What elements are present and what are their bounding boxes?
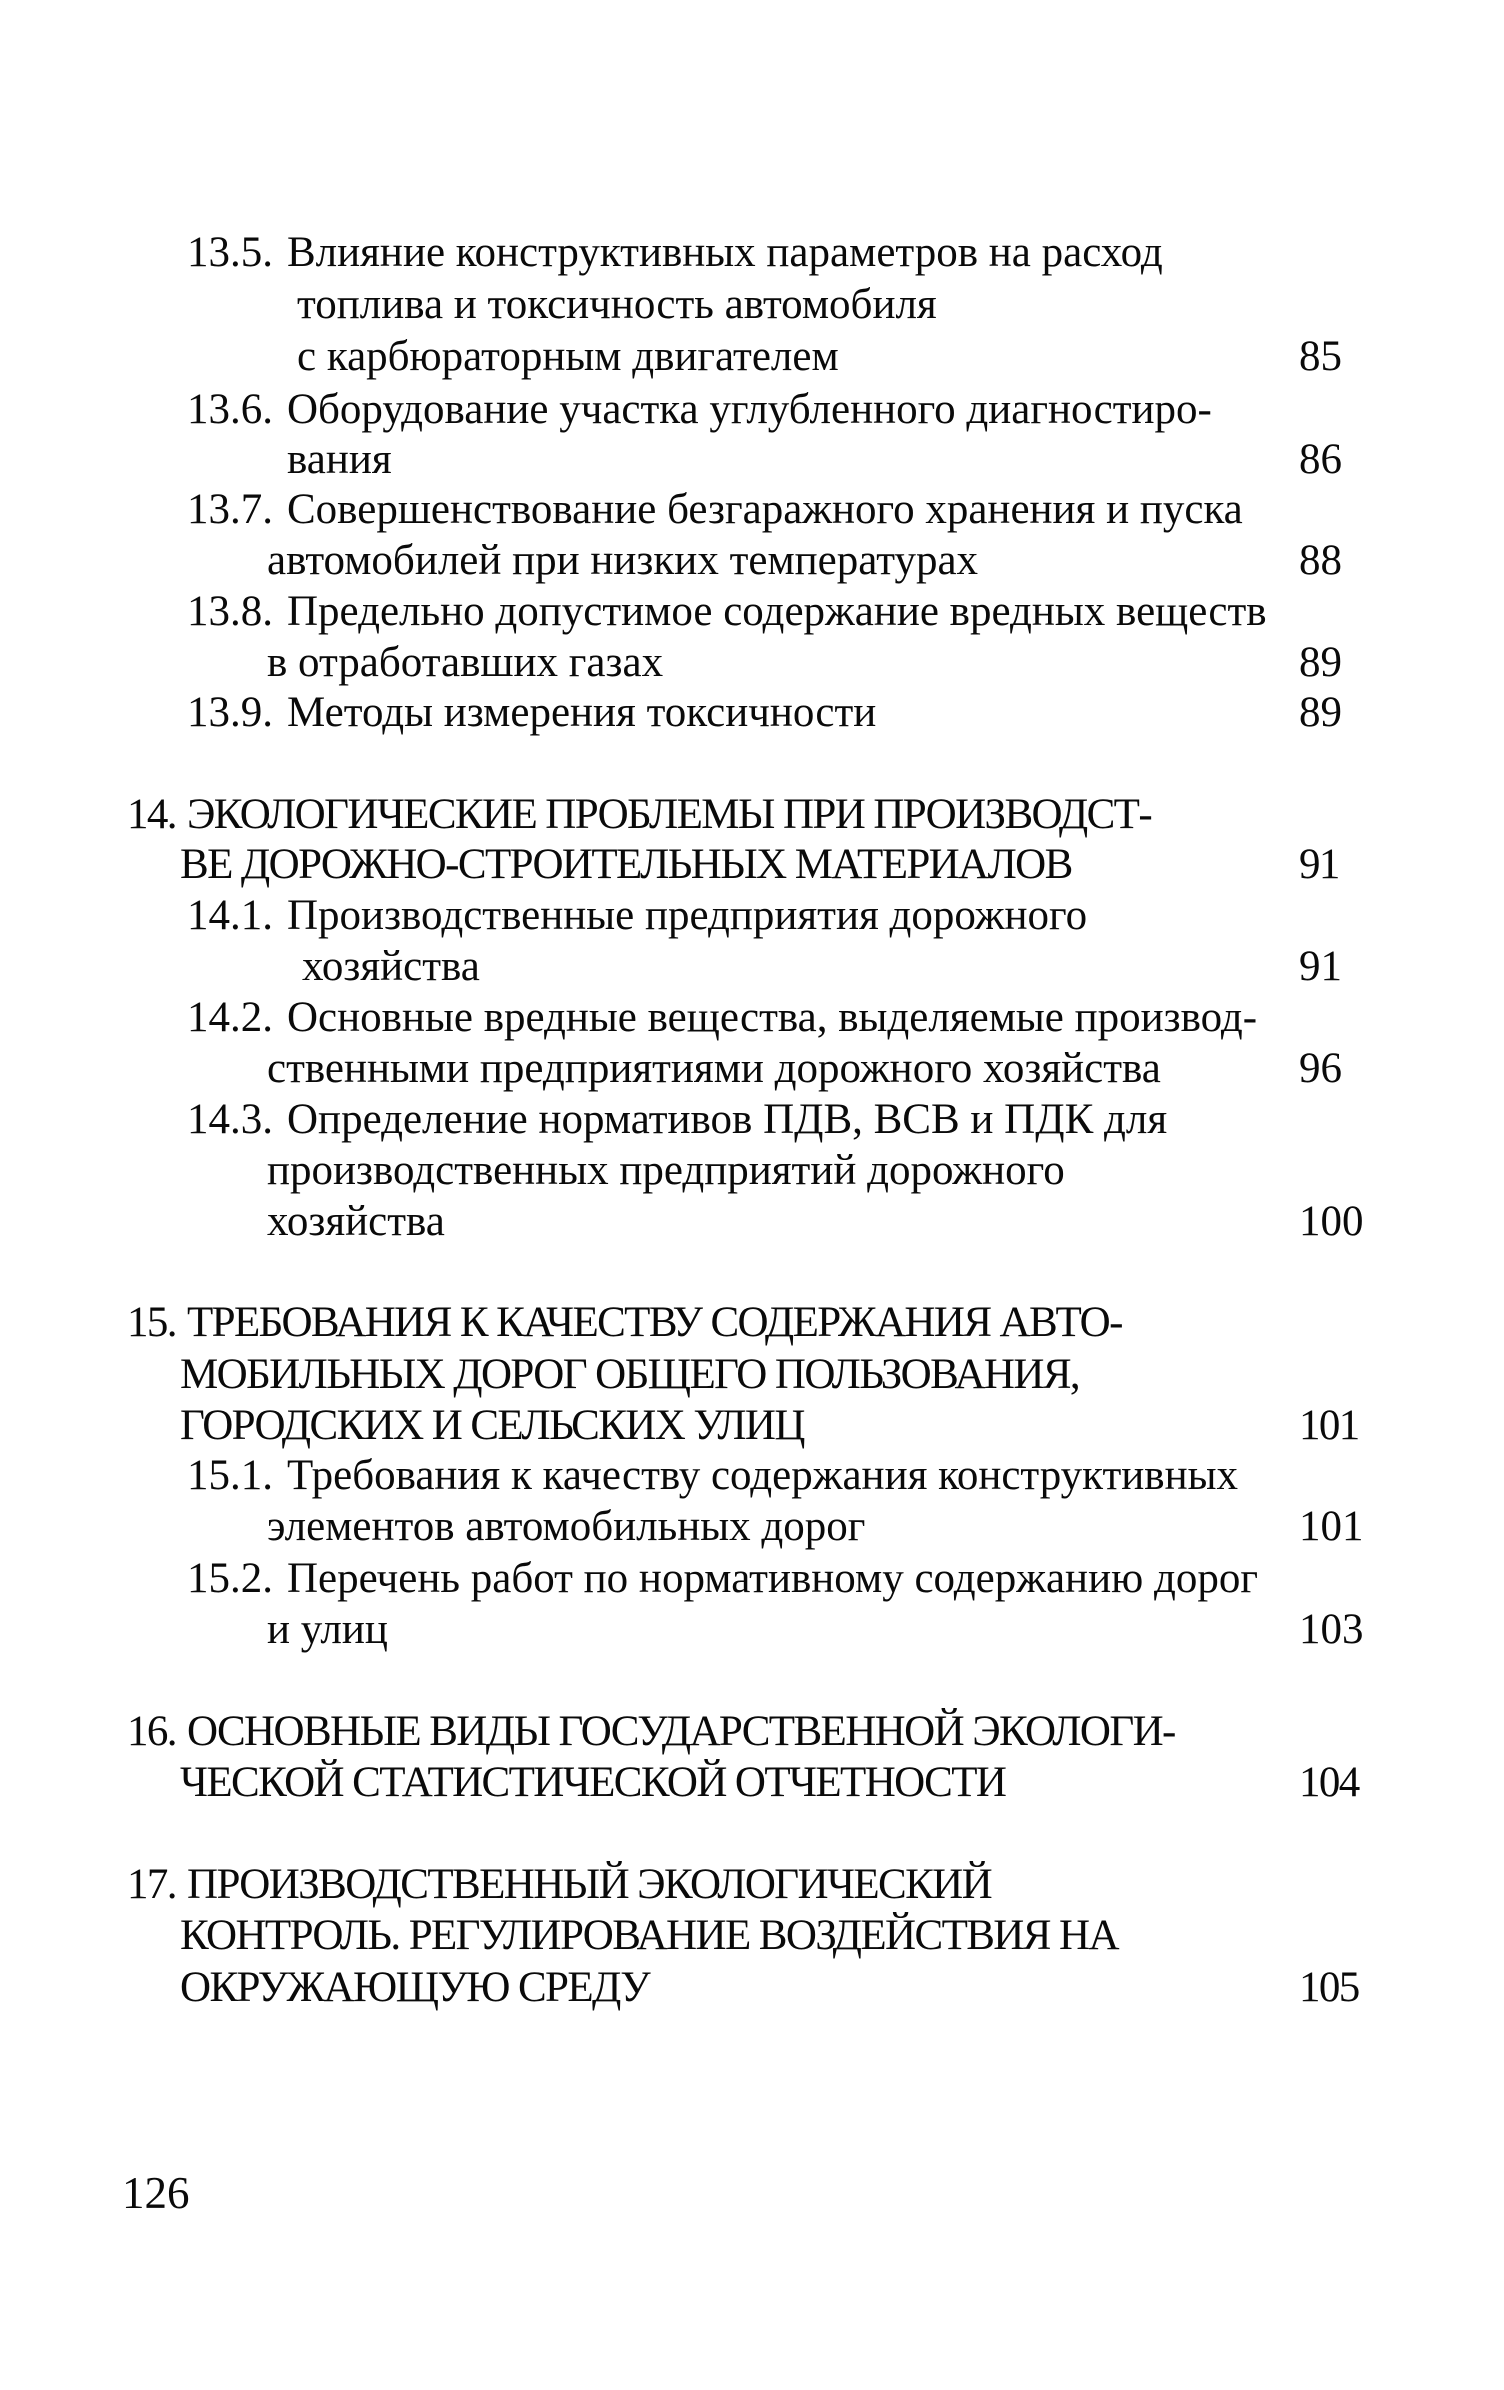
toc-entry-15-2-line2[interactable] [0, 1603, 1504, 1657]
entry-title: Определение нормативов ПДВ, ВСВ и ПДК для [287, 1096, 1168, 1143]
chapter-title-cont: КОНТРОЛЬ. РЕГУЛИРОВАНИЕ ВОЗДЕЙСТВИЯ НА [180, 1912, 1118, 1959]
chapter-title: ТРЕБОВАНИЯ К КАЧЕСТВУ СОДЕРЖАНИЯ АВТО- [187, 1299, 1122, 1346]
toc-chapter-14-line2[interactable] [0, 838, 1504, 892]
toc-entry-14-2-line1 [0, 991, 1504, 1045]
entry-number: 13.7. [187, 486, 273, 533]
entry-page-number: 88 [1299, 537, 1342, 584]
entry-number: 15.2. [187, 1555, 273, 1602]
entry-number: 13.5. [187, 229, 273, 276]
toc-entry-13-8-line1 [0, 585, 1504, 639]
chapter-number: 16. [127, 1708, 176, 1755]
entry-title: Требования к качеству содержания конструктивных [287, 1452, 1238, 1499]
toc-entry-13-7-line2[interactable] [0, 534, 1504, 588]
toc-entry-14-2-line2[interactable] [0, 1042, 1504, 1096]
toc-entry-15-1-line2[interactable] [0, 1500, 1504, 1554]
toc-chapter-16-line1 [0, 1705, 1504, 1759]
entry-title-cont: ственными предприятиями дорожного хозяйства [267, 1045, 1161, 1092]
toc-entry-14-3-line3[interactable] [0, 1195, 1504, 1249]
toc-entry-15-1-line1 [0, 1449, 1504, 1503]
toc-entry-13-6-line1 [0, 383, 1504, 437]
entry-number: 14.3. [187, 1096, 273, 1143]
toc-chapter-15-line2 [0, 1348, 1504, 1402]
entry-title-cont: автомобилей при низких температурах [267, 537, 979, 584]
entry-title: Производственные предприятия дорожного [287, 892, 1088, 939]
page-number: 126 [122, 2168, 190, 2218]
entry-page-number: 96 [1299, 1045, 1342, 1092]
entry-number: 13.9. [187, 689, 273, 736]
toc-chapter-16-line2[interactable] [0, 1756, 1504, 1810]
chapter-title: ЭКОЛОГИЧЕСКИЕ ПРОБЛЕМЫ ПРИ ПРОИЗВОДСТ- [187, 791, 1152, 838]
entry-title-cont: вания [287, 436, 392, 483]
chapter-page-number: 104 [1299, 1759, 1359, 1806]
chapter-number: 14. [127, 791, 176, 838]
toc-chapter-17-line1 [0, 1858, 1504, 1912]
chapter-page-number: 91 [1299, 841, 1339, 888]
entry-title: Влияние конструктивных параметров на расход [287, 229, 1163, 276]
toc-entry-13-9[interactable] [0, 686, 1504, 740]
toc-entry-13-5-line3[interactable] [0, 330, 1504, 384]
entry-page-number: 103 [1299, 1606, 1364, 1653]
entry-title-cont: с карбюраторным двигателем [297, 333, 839, 380]
entry-page-number: 89 [1299, 639, 1342, 686]
toc-chapter-15-line3[interactable] [0, 1399, 1504, 1453]
entry-page-number: 91 [1299, 943, 1342, 990]
entry-number: 13.6. [187, 386, 273, 433]
chapter-title: ПРОИЗВОДСТВЕННЫЙ ЭКОЛОГИЧЕСКИЙ [187, 1861, 992, 1908]
entry-title: Перечень работ по нормативному содержанию дорог [287, 1555, 1258, 1602]
entry-title: Предельно допустимое содержание вредных веществ [287, 588, 1267, 635]
entry-title-cont: элементов автомобильных дорог [267, 1503, 866, 1550]
entry-title-cont: производственных предприятий дорожного [267, 1147, 1065, 1194]
entry-number: 14.1. [187, 892, 273, 939]
chapter-page-number: 105 [1299, 1964, 1359, 2011]
toc-entry-14-3-line1 [0, 1093, 1504, 1147]
entry-page-number: 101 [1299, 1503, 1364, 1550]
toc-entry-13-5-line1 [0, 226, 1504, 280]
entry-number: 15.1. [187, 1452, 273, 1499]
entry-title-cont: топлива и токсичность автомобиля [297, 281, 937, 328]
toc-entry-14-3-line2 [0, 1144, 1504, 1198]
entry-title: Методы измерения токсичности [287, 689, 877, 736]
entry-number: 14.2. [187, 994, 273, 1041]
entry-page-number: 100 [1299, 1198, 1364, 1245]
toc-entry-13-7-line1 [0, 483, 1504, 537]
toc-entry-14-1-line2[interactable] [0, 940, 1504, 994]
entry-number: 13.8. [187, 588, 273, 635]
entry-title-cont: и улиц [267, 1606, 388, 1653]
toc-chapter-17-line3[interactable] [0, 1961, 1504, 2015]
chapter-title-cont: ЧЕСКОЙ СТАТИСТИЧЕСКОЙ ОТЧЕТНОСТИ [180, 1759, 1006, 1806]
chapter-title: ОСНОВНЫЕ ВИДЫ ГОСУДАРСТВЕННОЙ ЭКОЛОГИ- [187, 1708, 1175, 1755]
toc-entry-13-6-line2[interactable] [0, 433, 1504, 487]
entry-title: Оборудование участка углубленного диагностиро- [287, 386, 1212, 433]
chapter-title-cont: ОКРУЖАЮЩУЮ СРЕДУ [180, 1964, 650, 2011]
toc-entry-13-8-line2[interactable] [0, 636, 1504, 690]
toc-chapter-17-line2 [0, 1909, 1504, 1963]
chapter-page-number: 101 [1299, 1402, 1359, 1449]
toc-entry-14-1-line1 [0, 889, 1504, 943]
chapter-title-cont: МОБИЛЬНЫХ ДОРОГ ОБЩЕГО ПОЛЬЗОВАНИЯ, [180, 1351, 1080, 1398]
entry-title-cont: хозяйства [302, 943, 480, 990]
entry-title: Основные вредные вещества, выделяемые производ- [287, 994, 1258, 1041]
entry-page-number: 85 [1299, 333, 1342, 380]
toc-chapter-15-line1 [0, 1296, 1504, 1350]
chapter-number: 15. [127, 1299, 176, 1346]
entry-page-number: 89 [1299, 689, 1342, 736]
toc-entry-15-2-line1 [0, 1552, 1504, 1606]
chapter-number: 17. [127, 1861, 176, 1908]
chapter-title-cont: ГОРОДСКИХ И СЕЛЬСКИХ УЛИЦ [180, 1402, 804, 1449]
entry-title-cont: в отработавших газах [267, 639, 664, 686]
chapter-title-cont: ВЕ ДОРОЖНО-СТРОИТЕЛЬНЫХ МАТЕРИАЛОВ [180, 841, 1072, 888]
entry-page-number: 86 [1299, 436, 1342, 483]
entry-title-cont: хозяйства [267, 1198, 445, 1245]
toc-chapter-14-line1 [0, 788, 1504, 842]
entry-title: Совершенствование безгаражного хранения и пуска [287, 486, 1243, 533]
toc-entry-13-5-line2 [0, 278, 1504, 332]
